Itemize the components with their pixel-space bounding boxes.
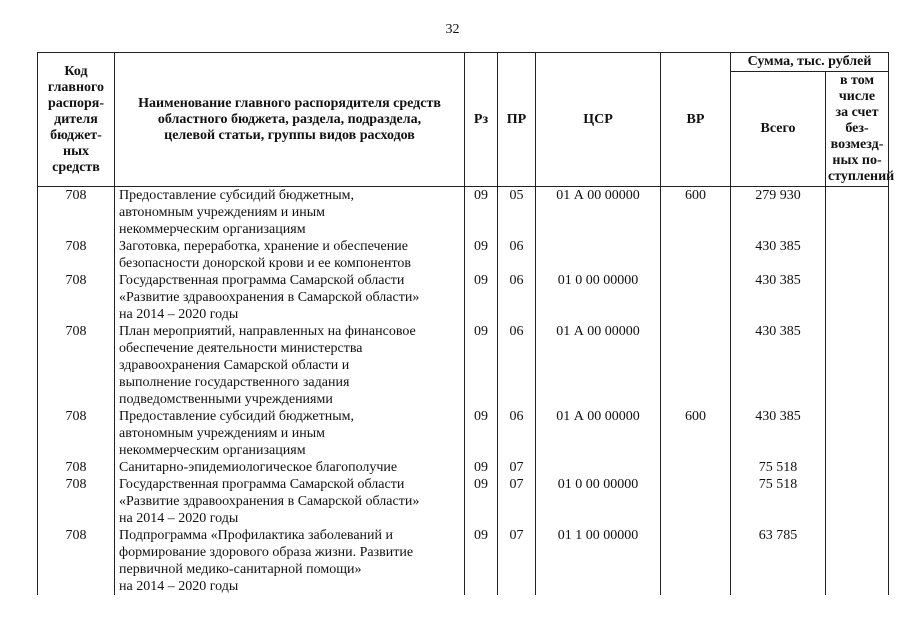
name-line: Заготовка, переработка, хранение и обеспечение — [119, 239, 408, 254]
table-row — [38, 187, 889, 239]
cell-pr: 06 — [498, 323, 536, 408]
cell-total: 75 518 — [731, 476, 826, 527]
header-code — [38, 53, 115, 187]
header-line: средств — [52, 159, 100, 175]
header-line: Наименование главного распорядителя средств — [138, 95, 441, 111]
name-line: здравоохранения Самарской области и — [119, 358, 350, 373]
header-pr: ПР — [498, 53, 536, 187]
cell-vr — [661, 272, 731, 323]
cell-pr: 07 — [498, 527, 536, 595]
cell-grant — [826, 527, 889, 595]
header-sum: Сумма, тыс. рублей — [731, 53, 889, 72]
cell-rz: 09 — [465, 323, 498, 408]
name-line: подведомственными учреждениями — [119, 392, 333, 407]
header-line: Код — [64, 63, 88, 79]
cell-total: 63 785 — [731, 527, 826, 595]
name-line: Предоставление субсидий бюджетным, — [119, 188, 355, 203]
cell-total: 430 385 — [731, 238, 826, 272]
header-name — [115, 53, 465, 187]
cell-csr — [536, 238, 661, 272]
header-line: в том числе — [838, 73, 876, 104]
cell-grant — [826, 238, 889, 272]
cell-name — [115, 476, 465, 527]
budget-table — [37, 52, 895, 595]
table-row — [38, 323, 889, 408]
cell-total: 279 930 — [731, 187, 826, 239]
header-line: распоря- — [47, 95, 105, 111]
cell-code: 708 — [38, 408, 115, 459]
table-row — [38, 527, 889, 595]
cell-pr: 06 — [498, 238, 536, 272]
name-line: на 2014 – 2020 годы — [119, 511, 239, 526]
table-row — [38, 408, 889, 459]
cell-vr: 600 — [661, 187, 731, 239]
cell-vr — [661, 323, 731, 408]
cell-vr — [661, 476, 731, 527]
name-line: обеспечение деятельности министерства — [119, 341, 363, 356]
name-line: Подпрограмма «Профилактика заболеваний и — [119, 528, 394, 543]
cell-code: 708 — [38, 323, 115, 408]
cell-total: 75 518 — [731, 459, 826, 476]
cell-pr: 06 — [498, 272, 536, 323]
cell-rz: 09 — [465, 187, 498, 239]
name-line: План мероприятий, направленных на финансовое — [119, 324, 416, 339]
name-line: Государственная программа Самарской области — [119, 273, 405, 288]
header-line: дителя — [54, 111, 98, 127]
cell-csr — [536, 459, 661, 476]
cell-total: 430 385 — [731, 323, 826, 408]
name-line: «Развитие здравоохранения в Самарской области» — [119, 290, 420, 305]
name-line: автономным учреждениям и иным — [119, 205, 326, 220]
cell-csr: 01 0 00 00000 — [536, 272, 661, 323]
name-line: выполнение государственного задания — [119, 375, 350, 390]
header-line: ных — [63, 143, 89, 159]
cell-code: 708 — [38, 272, 115, 323]
cell-csr: 01 А 00 00000 — [536, 323, 661, 408]
cell-csr: 01 А 00 00000 — [536, 187, 661, 239]
cell-vr — [661, 238, 731, 272]
cell-rz: 09 — [465, 527, 498, 595]
name-line: первичной медико-санитарной помощи» — [119, 562, 362, 577]
cell-grant — [826, 408, 889, 459]
cell-code: 708 — [38, 476, 115, 527]
header-line: возмезд- — [830, 137, 884, 152]
name-line: безопасности донорской крови и ее компонентов — [119, 256, 412, 271]
cell-grant — [826, 187, 889, 239]
cell-code: 708 — [38, 459, 115, 476]
name-line: Предоставление субсидий бюджетным, — [119, 409, 355, 424]
name-line: «Развитие здравоохранения в Самарской области» — [119, 494, 420, 509]
cell-total: 430 385 — [731, 272, 826, 323]
header-total: Всего — [731, 72, 826, 187]
name-line: формирование здорового образа жизни. Развитие — [119, 545, 414, 560]
table-row — [38, 238, 889, 272]
cell-pr: 07 — [498, 459, 536, 476]
page-number: 32 — [445, 22, 460, 37]
table-body — [38, 187, 889, 596]
cell-pr: 05 — [498, 187, 536, 239]
table-row — [38, 476, 889, 527]
cell-vr — [661, 527, 731, 595]
header-vr: ВР — [661, 53, 731, 187]
name-line: некоммерческим организациям — [119, 222, 306, 237]
cell-grant — [826, 476, 889, 527]
header-line: целевой статьи, группы видов расходов — [164, 127, 415, 143]
cell-grant — [826, 323, 889, 408]
header-csr: ЦСР — [536, 53, 661, 187]
table-row — [38, 272, 889, 323]
cell-rz: 09 — [465, 476, 498, 527]
name-line: на 2014 – 2020 годы — [119, 307, 239, 322]
cell-rz: 09 — [465, 272, 498, 323]
cell-grant — [826, 459, 889, 476]
header-line: областного бюджета, раздела, подраздела, — [157, 111, 422, 127]
cell-name — [115, 527, 465, 595]
cell-csr: 01 А 00 00000 — [536, 408, 661, 459]
table-row — [38, 459, 889, 476]
cell-pr: 07 — [498, 476, 536, 527]
cell-rz: 09 — [465, 459, 498, 476]
cell-name — [115, 459, 465, 476]
name-line: Государственная программа Самарской области — [119, 477, 405, 492]
cell-name — [115, 272, 465, 323]
name-line: автономным учреждениям и иным — [119, 426, 326, 441]
cell-total: 430 385 — [731, 408, 826, 459]
cell-code: 708 — [38, 187, 115, 239]
name-line: на 2014 – 2020 годы — [119, 579, 239, 594]
header-line: бюджет- — [50, 127, 102, 143]
cell-pr: 06 — [498, 408, 536, 459]
header-line: главного — [47, 79, 105, 95]
cell-code: 708 — [38, 527, 115, 595]
cell-rz: 09 — [465, 408, 498, 459]
cell-csr: 01 1 00 00000 — [536, 527, 661, 595]
cell-vr — [661, 459, 731, 476]
cell-name — [115, 238, 465, 272]
cell-vr: 600 — [661, 408, 731, 459]
cell-code: 708 — [38, 238, 115, 272]
cell-name — [115, 323, 465, 408]
header-line: ных по- — [832, 153, 882, 168]
cell-csr: 01 0 00 00000 — [536, 476, 661, 527]
cell-grant — [826, 272, 889, 323]
cell-rz: 09 — [465, 238, 498, 272]
name-line: Санитарно-эпидемиологическое благополучие — [119, 460, 398, 475]
header-line: за счет без- — [835, 105, 879, 136]
table-header — [38, 53, 895, 187]
cell-name — [115, 187, 465, 239]
name-line: некоммерческим организациям — [119, 443, 306, 458]
cell-name — [115, 408, 465, 459]
header-rz: Рз — [465, 53, 498, 187]
header-line: ступлений — [828, 169, 895, 184]
header-grant — [826, 72, 895, 187]
